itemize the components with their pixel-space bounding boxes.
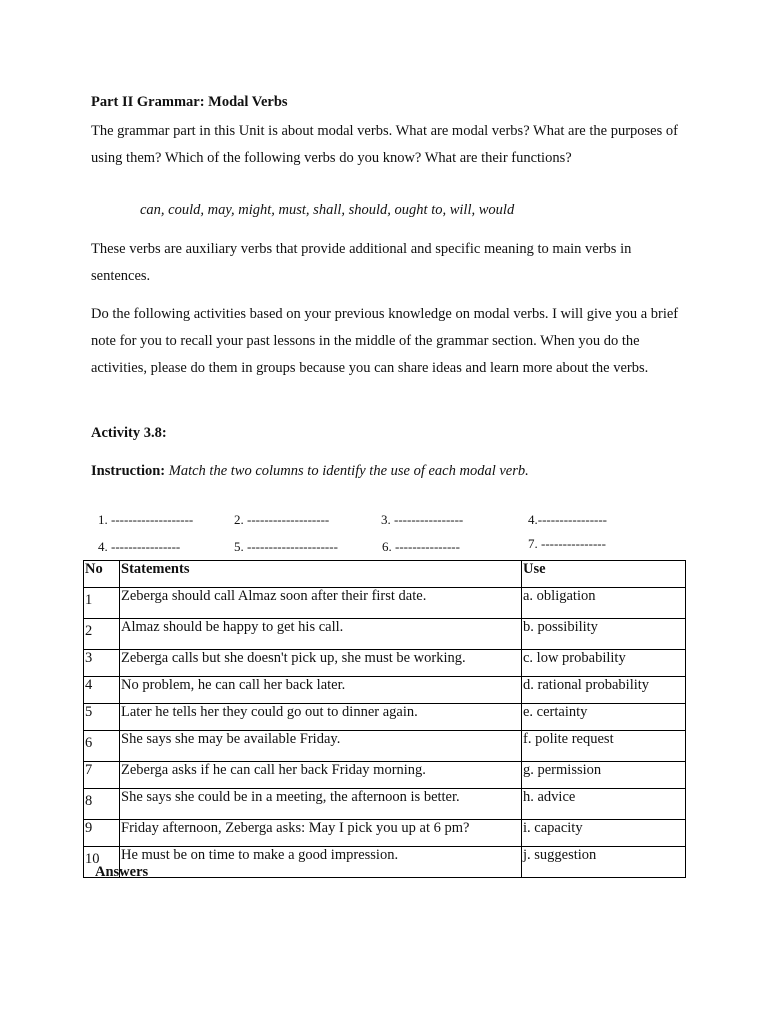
row-number: 5	[84, 704, 120, 731]
table-header-row	[84, 561, 686, 588]
answer-blank[interactable]: 1. -------------------	[98, 512, 194, 527]
table-row	[84, 762, 686, 789]
table-row	[84, 588, 686, 619]
statement-cell: She says she could be in a meeting, the afternoon is better.	[120, 789, 522, 820]
use-cell: i. capacity	[522, 820, 686, 847]
row-number: 10	[84, 847, 120, 878]
statement-cell: He must be on time to make a good impression.	[120, 847, 522, 878]
column-header-use: Use	[522, 561, 686, 588]
statement-cell: Zeberga asks if he can call her back Friday morning.	[120, 762, 522, 789]
row-number: 9	[84, 820, 120, 847]
answer-blank[interactable]: 7. ---------------	[528, 536, 606, 551]
use-cell: h. advice	[522, 789, 686, 820]
matching-table	[83, 560, 686, 878]
auxiliary-paragraph: These verbs are auxiliary verbs that provide additional and specific meaning to main verbs in sentences.	[91, 241, 632, 284]
table-row	[84, 677, 686, 704]
use-cell: j. suggestion	[522, 847, 686, 878]
statement-cell: Friday afternoon, Zeberga asks: May I pick you up at 6 pm?	[120, 820, 522, 847]
row-number: 8	[84, 789, 120, 820]
table-row	[84, 789, 686, 820]
modal-verb-list: can, could, may, might, must, shall, should, ought to, will, would	[140, 202, 515, 218]
activity-title: Activity 3.8:	[91, 425, 167, 441]
answer-blank[interactable]: 4.----------------	[528, 512, 608, 527]
table-row	[84, 820, 686, 847]
row-number: 7	[84, 762, 120, 789]
row-number: 6	[84, 731, 120, 762]
instruction-line	[91, 463, 529, 480]
use-cell: g. permission	[522, 762, 686, 789]
use-cell: d. rational probability	[522, 677, 686, 704]
answer-blank[interactable]: 3. ----------------	[381, 512, 464, 527]
table-row	[84, 704, 686, 731]
answer-blank[interactable]: 4. ----------------	[98, 539, 181, 554]
row-number: 2	[84, 619, 120, 650]
column-header-no: No	[84, 561, 120, 588]
row-number: 3	[84, 650, 120, 677]
answer-blank[interactable]: 6. ---------------	[382, 539, 460, 554]
statement-cell: Later he tells her they could go out to dinner again.	[120, 704, 522, 731]
use-cell: e. certainty	[522, 704, 686, 731]
answer-blank[interactable]: 2. -------------------	[234, 512, 330, 527]
row-number: 1	[84, 588, 120, 619]
statement-cell: No problem, he can call her back later.	[120, 677, 522, 704]
statement-cell: Almaz should be happy to get his call.	[120, 619, 522, 650]
statement-cell: Zeberga calls but she doesn't pick up, she must be working.	[120, 650, 522, 677]
instruction-text: Match the two columns to identify the use of each modal verb.	[165, 463, 529, 479]
statement-cell: She says she may be available Friday.	[120, 731, 522, 762]
column-header-statements: Statements	[120, 561, 522, 588]
use-cell: b. possibility	[522, 619, 686, 650]
table-row	[84, 847, 686, 878]
instruction-label: Instruction:	[91, 463, 166, 479]
table-row	[84, 619, 686, 650]
activity-intro-paragraph: Do the following activities based on your previous knowledge on modal verbs. I will give you a brief note for you to recall your past lessons in the middle of the grammar section. When you do the activities, please do them in groups because you can share ideas and learn more about the verbs.	[91, 306, 679, 376]
use-cell: a. obligation	[522, 588, 686, 619]
table-row	[84, 731, 686, 762]
answers-heading: Answers	[95, 864, 149, 880]
row-number: 4	[84, 677, 120, 704]
statement-cell: Zeberga should call Almaz soon after their first date.	[120, 588, 522, 619]
section-heading: Part II Grammar: Modal Verbs	[91, 94, 288, 110]
table-row	[84, 650, 686, 677]
use-cell: f. polite request	[522, 731, 686, 762]
answer-blank[interactable]: 5. ---------------------	[234, 539, 338, 554]
use-cell: c. low probability	[522, 650, 686, 677]
intro-paragraph: The grammar part in this Unit is about modal verbs. What are modal verbs? What are the purposes of using them? Which of the following verbs do you know? What are their functions?	[91, 123, 678, 166]
